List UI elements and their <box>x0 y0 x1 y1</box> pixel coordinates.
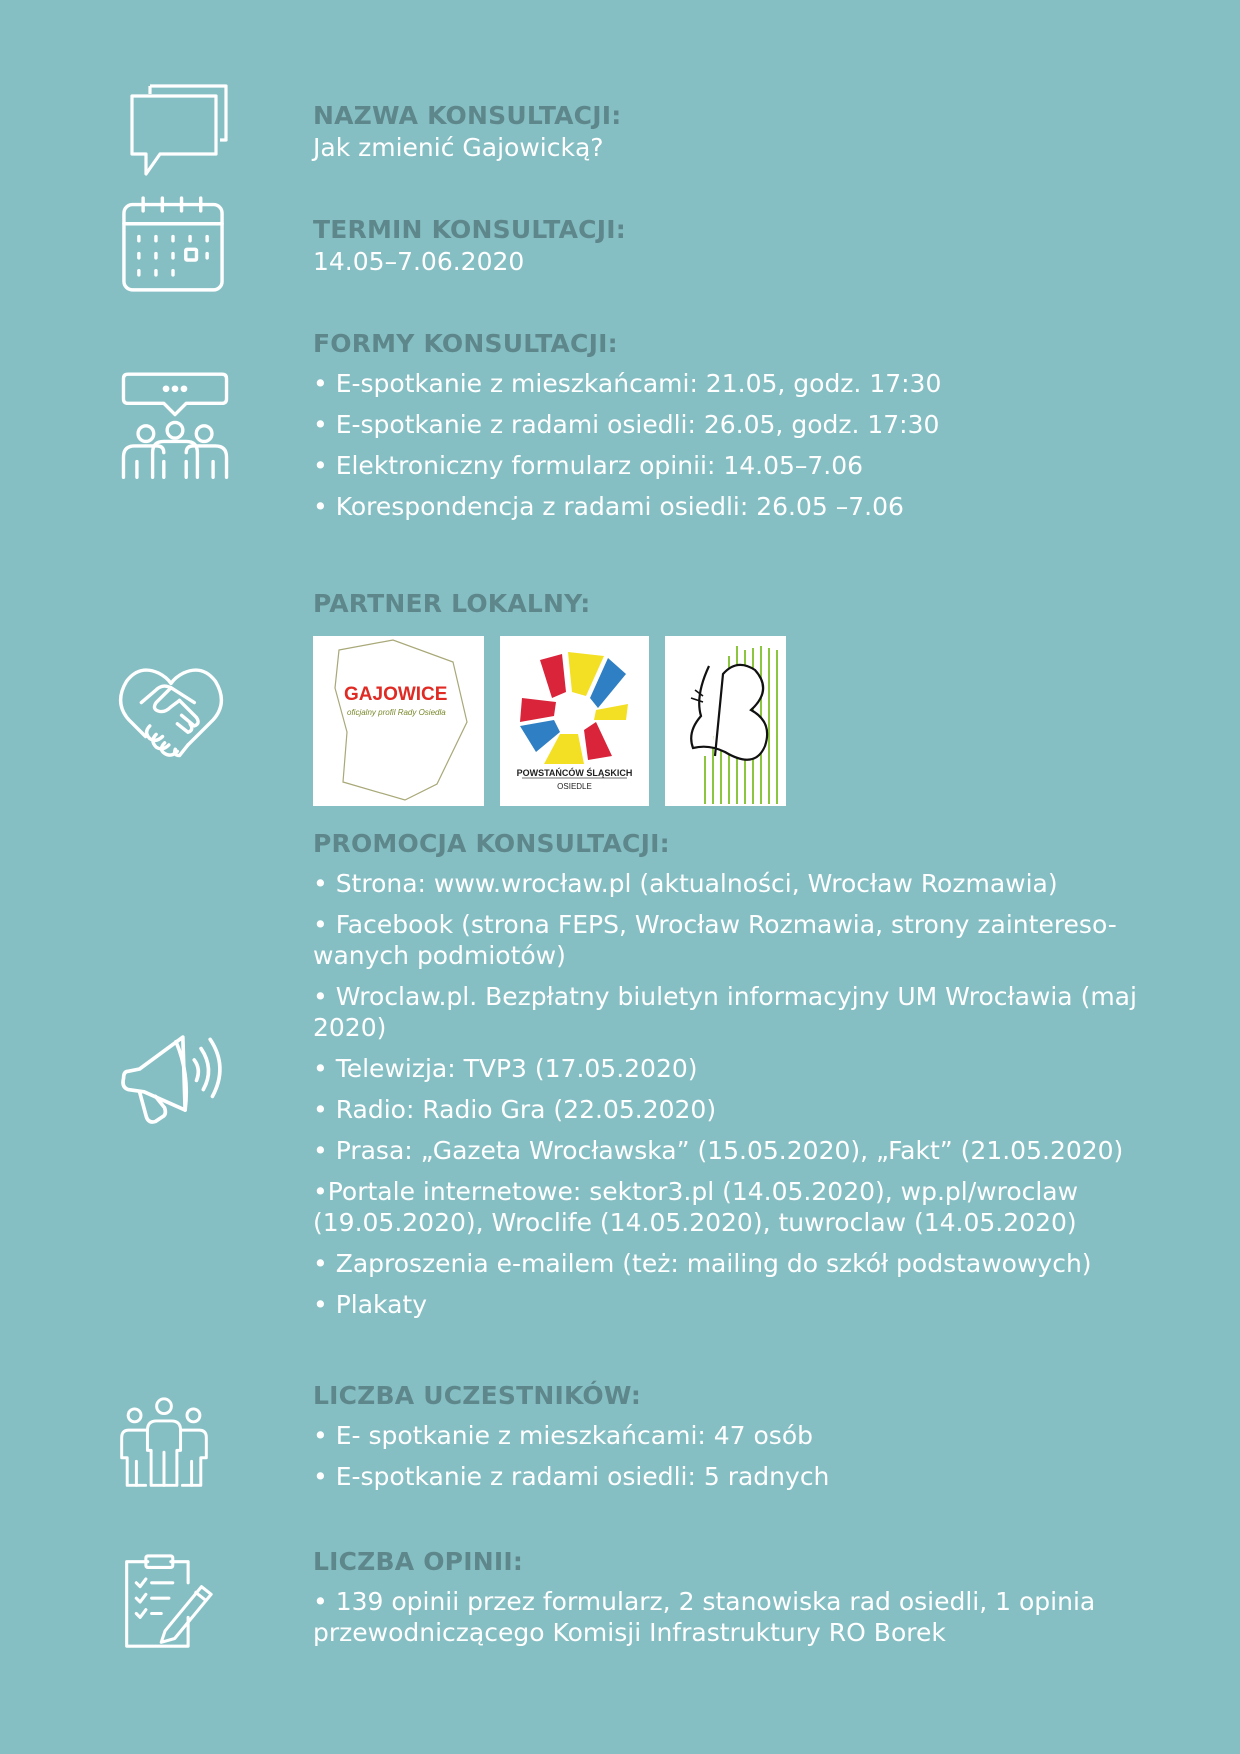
opinions-block <box>313 1546 1183 1648</box>
group-discussion-icon <box>118 372 232 484</box>
list-item: • Telewizja: TVP3 (17.05.2020) <box>313 1054 698 1083</box>
promotion-list <box>313 868 1183 1320</box>
gajowice-logo-title: GAJOWICE <box>344 684 448 705</box>
partner-logos <box>313 636 1183 806</box>
list-item: • Prasa: „Gazeta Wrocławska” (15.05.2020), „Fakt” (21.05.2020) <box>313 1136 1124 1165</box>
partner-block <box>313 588 1183 806</box>
list-item: • E-spotkanie z radami osiedli: 26.05, godz. 17:30 <box>313 410 940 439</box>
term-block <box>313 214 1183 277</box>
heart-handshake-icon <box>118 660 224 760</box>
list-item: • Wroclaw.pl. Bezpłatny biuletyn informacyjny UM Wrocławia (maj 2020) <box>313 982 1137 1042</box>
term-value: 14.05–7.06.2020 <box>313 247 525 276</box>
powstancow-logo-title: POWSTAŃCÓW ŚLĄSKICH <box>516 768 633 778</box>
list-item: • Zaproszenia e-mailem (też: mailing do szkół podstawowych) <box>313 1249 1092 1278</box>
list-item: • 139 opinii przez formularz, 2 stanowiska rad osiedli, 1 opinia przewodniczącego Komisji Infrastruktury RO Borek <box>313 1587 1096 1647</box>
list-item: • Elektroniczny formularz opinii: 14.05–7.06 <box>313 451 864 480</box>
opinions-list <box>313 1586 1183 1648</box>
gajowice-logo-subtitle: oficjalny profil Rady Osiedla <box>347 708 446 717</box>
list-item: • Facebook (strona FEPS, Wrocław Rozmawia, strony zaintereso-wanych podmiotów) <box>313 910 1117 970</box>
borek-logo <box>665 636 786 806</box>
list-item: • E-spotkanie z mieszkańcami: 21.05, godz. 17:30 <box>313 369 942 398</box>
term-heading: TERMIN KONSULTACJI: <box>313 215 626 244</box>
calendar-icon <box>118 196 228 292</box>
name-block <box>313 100 1183 163</box>
forms-heading: FORMY KONSULTACJI: <box>313 329 618 358</box>
people-group-icon <box>118 1396 210 1490</box>
promotion-block <box>313 828 1183 1320</box>
powstancow-slaskich-logo <box>500 636 649 806</box>
list-item: • Radio: Radio Gra (22.05.2020) <box>313 1095 717 1124</box>
list-item: • E-spotkanie z radami osiedli: 5 radnych <box>313 1462 830 1491</box>
powstancow-logo-subtitle: OSIEDLE <box>557 782 592 791</box>
megaphone-icon <box>118 1028 234 1126</box>
name-heading: NAZWA KONSULTACJI: <box>313 101 622 130</box>
list-item: • Korespondencja z radami osiedli: 26.05 –7.06 <box>313 492 904 521</box>
opinions-heading: LICZBA OPINII: <box>313 1547 524 1576</box>
list-item: • Strona: www.wrocław.pl (aktualności, Wrocław Rozmawia) <box>313 869 1058 898</box>
list-item: • E- spotkanie z mieszkańcami: 47 osób <box>313 1421 813 1450</box>
partner-heading: PARTNER LOKALNY: <box>313 589 591 618</box>
list-item: •Portale internetowe: sektor3.pl (14.05.2020), wp.pl/wroclaw (19.05.2020), Wroclife (14.05.2020), tuwroclaw (14.05.2020) <box>313 1177 1079 1237</box>
chat-bubbles-icon <box>118 82 238 182</box>
clipboard-pen-icon <box>118 1554 216 1650</box>
participants-block <box>313 1380 1183 1492</box>
forms-block <box>313 328 1183 522</box>
forms-list <box>313 368 1183 522</box>
promotion-heading: PROMOCJA KONSULTACJI: <box>313 829 670 858</box>
list-item: • Plakaty <box>313 1290 427 1319</box>
name-value: Jak zmienić Gajowicką? <box>313 133 604 162</box>
participants-list <box>313 1420 1183 1492</box>
participants-heading: LICZBA UCZESTNIKÓW: <box>313 1381 642 1410</box>
gajowice-logo <box>313 636 484 806</box>
